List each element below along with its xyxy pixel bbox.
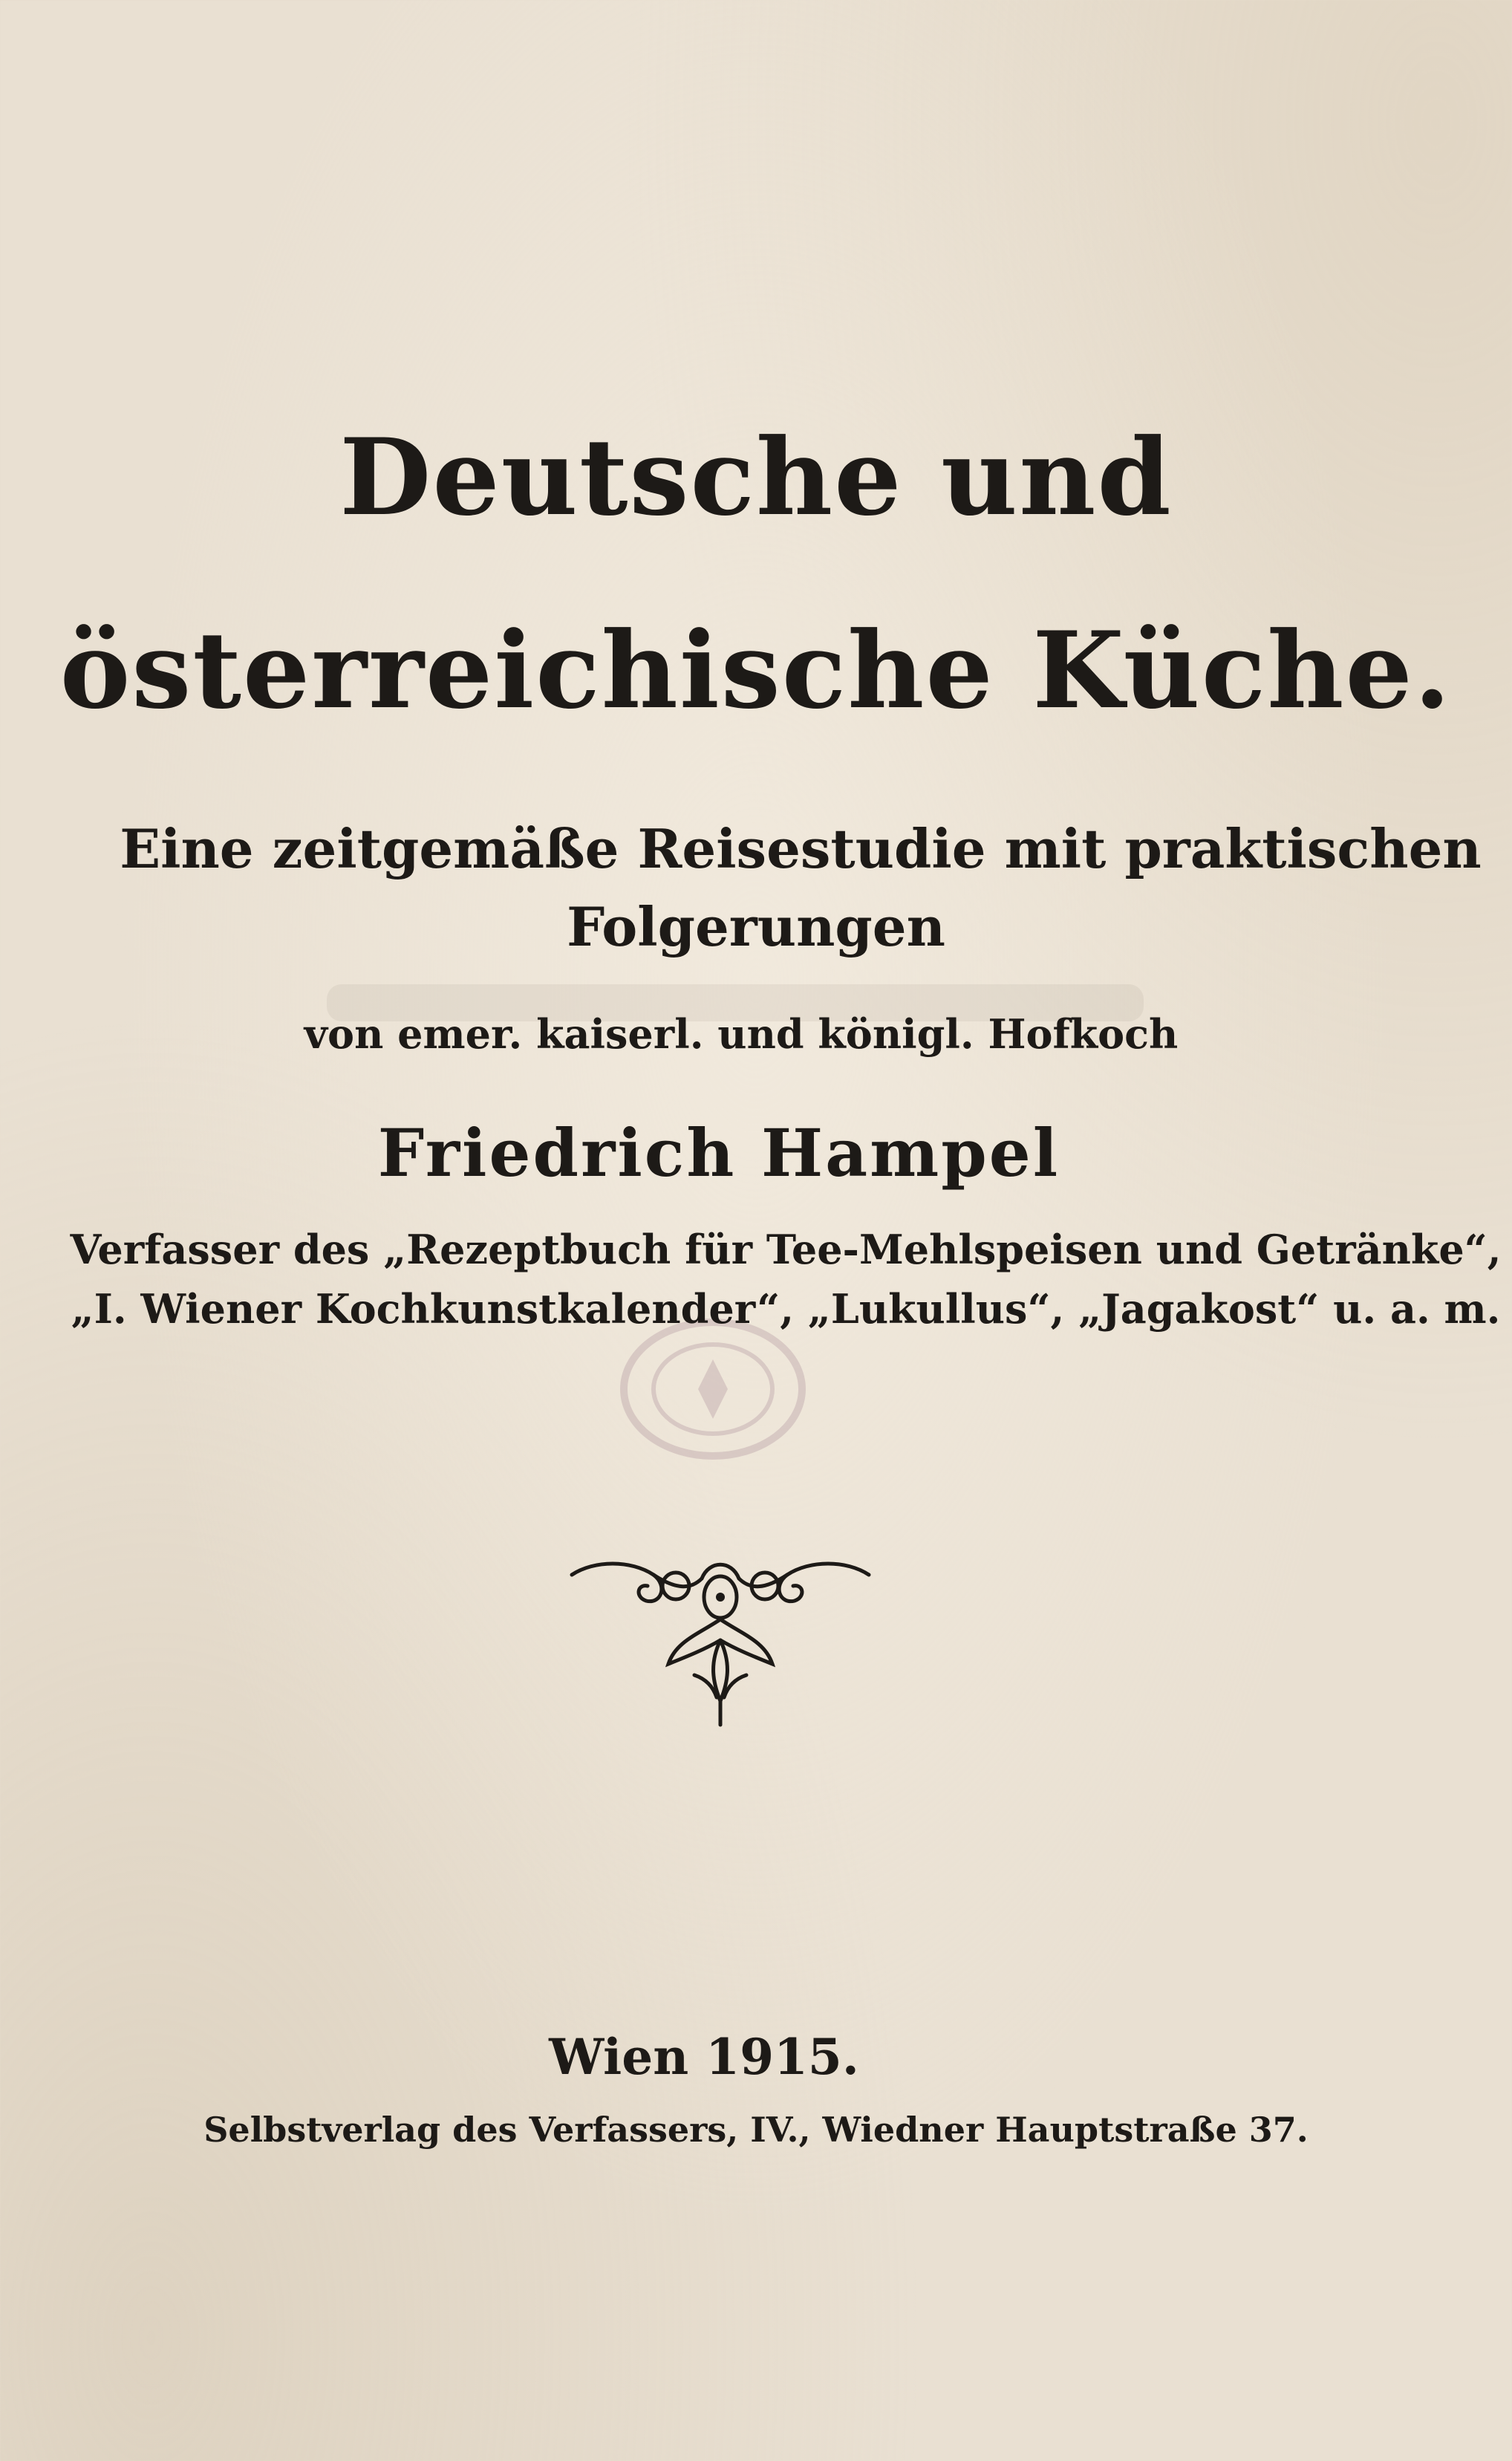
author-credits-line-2: „I. Wiener Kochkunstkalender“, „Lukullus“, „Jagakost“ u. a. m. xyxy=(71,1285,1501,1333)
place-and-year: Wien 1915. xyxy=(549,2028,859,2086)
ornament-vignette-icon xyxy=(564,1553,876,1731)
subtitle-line-1: Eine zeitgemäße Reisestudie mit praktischen xyxy=(120,817,1482,880)
author-credits-line-1: Verfasser des „Rezeptbuch für Tee-Mehlspeisen und Getränke“, xyxy=(70,1226,1502,1273)
title-line-1: Deutsche und xyxy=(339,416,1173,539)
author-byline: von emer. kaiserl. und königl. Hofkoch xyxy=(304,1010,1179,1058)
library-stamp xyxy=(609,1315,817,1463)
subtitle-line-2: Folgerungen xyxy=(567,895,945,958)
publisher-line: Selbstverlag des Verfassers, IV., Wiedner Hauptstraße 37. xyxy=(203,2110,1309,2150)
title-line-2: österreichische Küche. xyxy=(59,609,1453,732)
author-name: Friedrich Hampel xyxy=(377,1114,1060,1192)
